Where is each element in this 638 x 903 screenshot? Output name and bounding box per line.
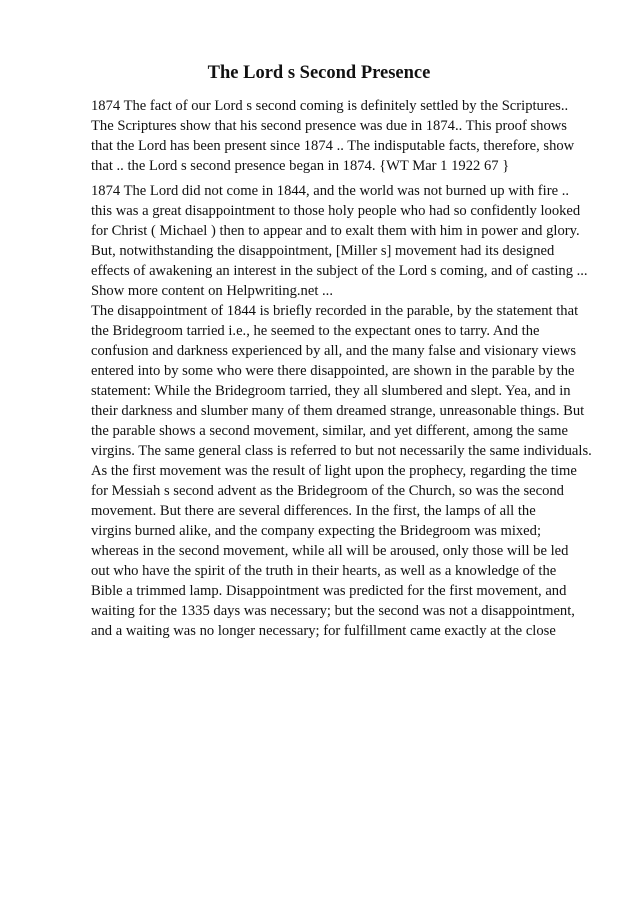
text-line: The Scriptures show that his second presence was due in 1874.. This proof shows — [91, 118, 567, 134]
document-title: The Lord s Second Presence — [207, 63, 431, 83]
text-line: The disappointment of 1844 is briefly recorded in the parable, by the statement that — [91, 303, 579, 319]
text-line: for Messiah s second advent as the Bridegroom of the Church, so was the second — [91, 483, 564, 499]
text-line: 1874 The Lord did not come in 1844, and the world was not burned up with fire .. — [91, 183, 569, 199]
text-line: and a waiting was no longer necessary; for fulfillment came exactly at the close — [91, 623, 556, 639]
text-line: As the first movement was the result of light upon the prophecy, regarding the time — [91, 463, 577, 479]
text-line: virgins burned alike, and the company expecting the Bridegroom was mixed; — [91, 523, 541, 539]
text-line: that .. the Lord s second presence began in 1874. {WT Mar 1 1922 67 } — [91, 158, 510, 174]
text-line: 1874 The fact of our Lord s second coming is definitely settled by the Scriptures.. — [91, 98, 569, 114]
text-line: the Bridegroom tarried i.e., he seemed to the expectant ones to tarry. And the — [91, 323, 540, 339]
paragraph-2 — [91, 181, 611, 641]
text-line: But, notwithstanding the disappointment, [Miller s] movement had its designed — [91, 243, 555, 259]
text-line: this was a great disappointment to those holy people who had so confidently looked — [91, 203, 581, 219]
paragraph-1 — [91, 96, 611, 176]
text-line: confusion and darkness experienced by all, and the many false and visionary views — [91, 343, 577, 359]
text-line: for Christ ( Michael ) then to appear and to exalt them with him in power and glory. — [91, 223, 580, 239]
text-line: that the Lord has been present since 1874 .. The indisputable facts, therefore, show — [91, 138, 575, 154]
text-line: whereas in the second movement, while all will be aroused, only those will be led — [91, 543, 569, 559]
text-line: out who have the spirit of the truth in their hearts, as well as a knowledge of the — [91, 563, 557, 579]
text-line: statement: While the Bridegroom tarried, they all slumbered and slept. Yea, and in — [91, 383, 571, 399]
text-line: waiting for the 1335 days was necessary; but the second was not a disappointment, — [91, 603, 575, 619]
text-line: Bible a trimmed lamp. Disappointment was predicted for the first movement, and — [91, 583, 567, 599]
text-line: virgins. The same general class is referred to but not necessarily the same individuals. — [91, 443, 592, 459]
text-line: Show more content on Helpwriting.net ... — [91, 283, 333, 299]
text-line: movement. But there are several differences. In the first, the lamps of all the — [91, 503, 536, 519]
text-line: their darkness and slumber many of them dreamed strange, unreasonable things. But — [91, 403, 585, 419]
text-line: the parable shows a second movement, similar, and yet different, among the same — [91, 423, 568, 439]
text-line: effects of awakening an interest in the subject of the Lord s coming, and of casting ... — [91, 263, 588, 279]
text-line: entered into by some who were there disappointed, are shown in the parable by the — [91, 363, 575, 379]
